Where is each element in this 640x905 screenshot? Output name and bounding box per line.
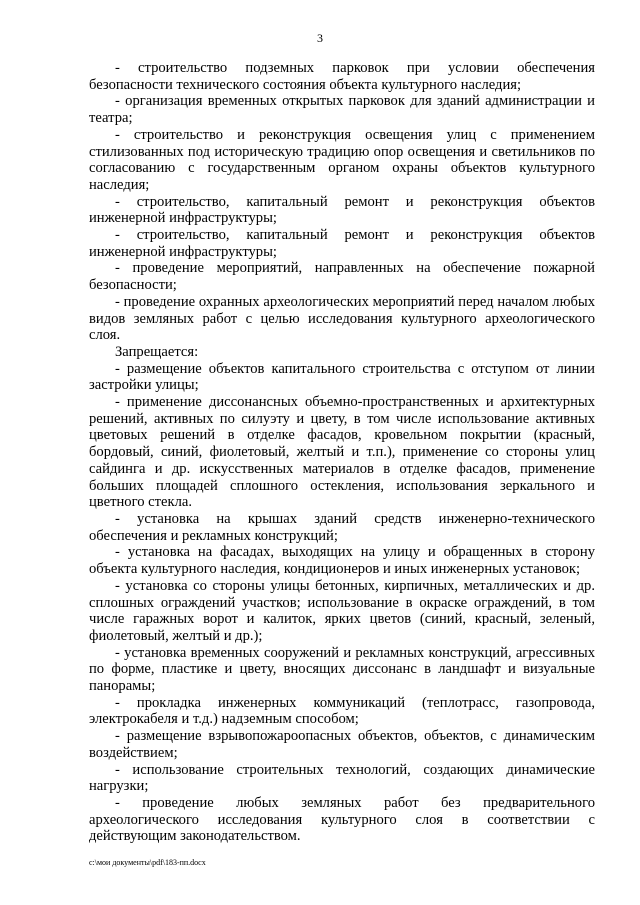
paragraph-prohibited-temporary-structures: - установка временных сооружений и рекламных конструкций, агрессивных по форме, пластике и цвету, вносящих диссонанс в ландшафт и визуальные панорамы; bbox=[89, 644, 595, 695]
paragraph-allowed-archaeology: - проведение охранных археологических мероприятий перед началом любых видов земляных работ с целью исследования культурного археологического слоя. bbox=[89, 293, 595, 344]
paragraph-allowed-temporary-parking: - организация временных открытых парковок для зданий администрации и театра; bbox=[89, 93, 595, 127]
paragraph-allowed-infrastructure-1: - строительство, капитальный ремонт и реконструкция объектов инженерной инфраструктуры; bbox=[89, 193, 595, 227]
page-number: 3 bbox=[317, 31, 323, 45]
paragraph-allowed-infrastructure-2: - строительство, капитальный ремонт и реконструкция объектов инженерной инфраструктуры; bbox=[89, 227, 595, 260]
paragraph-prohibited-overground-utilities: - прокладка инженерных коммуникаций (теплотрасс, газопровода, электрокабеля и т.д.) надземным способом; bbox=[89, 694, 595, 728]
paragraph-allowed-street-lighting: - строительство и реконструкция освещения улиц с применением стилизованных под историческую традицию опор освещения и светильников по согласованию с государственным органом охраны объектов культурного наследия; bbox=[89, 126, 595, 193]
paragraph-prohibited-dissonant-solutions: - применение диссонансных объемно-пространственных и архитектурных решений, активных по силуэту и цвету, в том числе использование активных цветовых решений в отделке фасадов, кровельном покрытии (красный, бордовый, синий, фиолетовый, желтый и т.п.), применение со стороны улиц сайдинга и др. искусственных материалов в отделке фасадов, применение больших площадей сплошного остекления, использования зеркального и цветного стекла. bbox=[89, 394, 595, 511]
prohibited-heading: Запрещается: bbox=[115, 343, 199, 360]
paragraph-prohibited-dynamic-loads: - использование строительных технологий, создающих динамические нагрузки; bbox=[89, 761, 595, 795]
paragraph-prohibited-facade-equipment: - установка на фасадах, выходящих на улицу и обращенных в сторону объекта культурного наследия, кондиционеров и иных инженерных установок; bbox=[89, 544, 595, 578]
footer-file-path: c:\мои документы\pdf\183-пп.docx bbox=[89, 858, 206, 867]
paragraph-prohibited-hazardous-objects: - размещение взрывопожароопасных объектов, объектов, с динамическим воздействием; bbox=[89, 728, 595, 761]
paragraph-prohibited-roof-installations: - установка на крышах зданий средств инженерно-технического обеспечения и рекламных конструкций; bbox=[89, 510, 595, 544]
paragraph-prohibited-earthworks: - проведение любых земляных работ без предварительного археологического исследования культурного слоя в соответствии с действующим законодательством. bbox=[89, 794, 595, 845]
paragraph-allowed-underground-parking: - строительство подземных парковок при условии обеспечения безопасности технического состояния объекта культурного наследия; bbox=[89, 60, 595, 93]
document-body bbox=[89, 60, 595, 845]
paragraph-prohibited-fences: - установка со стороны улицы бетонных, кирпичных, металлических и др. сплошных ограждений участков; использование в окраске ограждений, в том числе гаражных ворот и калиток, ярких цветов (синий, красный, зеленый, фиолетовый, желтый и др.); bbox=[89, 577, 595, 644]
paragraph-allowed-fire-safety: - проведение мероприятий, направленных на обеспечение пожарной безопасности; bbox=[89, 260, 595, 294]
paragraph-prohibited-setback: - размещение объектов капитального строительства с отступом от линии застройки улицы; bbox=[89, 360, 595, 394]
